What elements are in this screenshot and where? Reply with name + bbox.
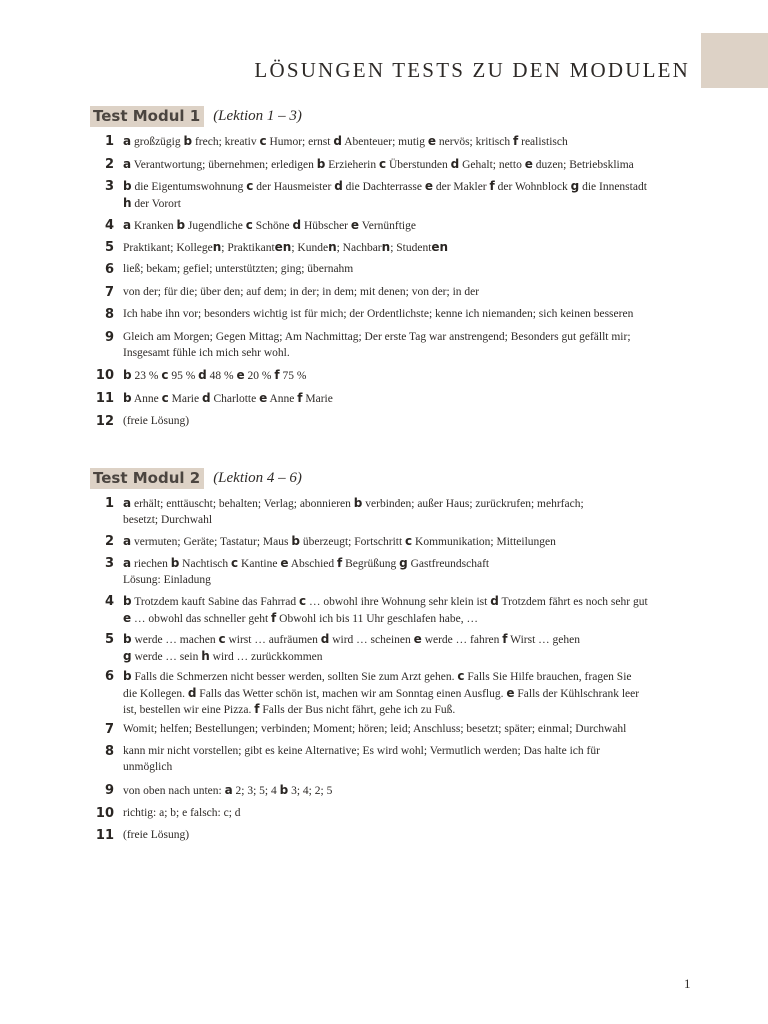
answer-text: Überstunden: [386, 159, 451, 171]
answer-key-letter: d: [450, 157, 460, 171]
answer-key-letter: d: [198, 368, 207, 382]
item-answer: [123, 179, 700, 212]
answer-key-letter: a: [224, 783, 233, 797]
answer-item: [90, 496, 700, 534]
answer-item: [90, 414, 700, 436]
answer-key-letter: f: [489, 179, 495, 193]
answer-key-letter: b: [123, 669, 132, 683]
answer-key-letter: f: [254, 702, 260, 716]
answer-key-letter: d: [292, 218, 302, 232]
answer-key-letter: d: [334, 179, 343, 193]
answer-key-letter: c: [218, 632, 226, 646]
answer-key-letter: a: [123, 534, 132, 548]
answer-text: (freie Lösung): [123, 415, 190, 427]
item-answer: [123, 632, 700, 665]
answer-text: … obwohl ihre Wohnung sehr klein ist: [306, 596, 491, 608]
answer-text: 2; 3; 5; 4: [232, 785, 280, 797]
answer-text: Begrüßung: [342, 558, 400, 570]
item-answer: [123, 218, 700, 235]
answer-text: 23 %: [131, 370, 162, 382]
corner-tab: [701, 33, 768, 88]
section-test-modul-2: [90, 467, 700, 850]
answer-text: Jugendliche: [185, 220, 246, 232]
item-answer: [123, 534, 700, 551]
item-number: 11: [95, 391, 114, 406]
answer-item: [90, 783, 700, 806]
answer-text: werde … machen: [131, 634, 219, 646]
answer-key-letter: d: [320, 632, 330, 646]
answer-text: Gleich am Morgen; Gegen Mittag; Am Nachmittag; Der erste Tag war anstrengend; Besonders gut gefällt mir; Insgesamt fühle ich mich sehr wohl.: [123, 331, 631, 359]
answer-key-letter: c: [298, 594, 307, 608]
answer-key-letter: h: [201, 648, 210, 663]
answer-text: der Vorort: [131, 197, 181, 210]
answer-text: Marie: [168, 393, 202, 405]
answer-text: Trotzdem fährt es noch sehr gut: [501, 596, 648, 608]
item-number: 6: [104, 669, 114, 684]
answer-key-letter: a: [123, 157, 132, 171]
item-number: 4: [104, 594, 114, 609]
answer-key-letter: e: [236, 368, 245, 382]
item-answer: [123, 414, 700, 430]
item-answer: [123, 722, 700, 738]
item-number: 3: [104, 179, 114, 194]
item-number: 9: [104, 783, 114, 798]
answer-key-letter: f: [502, 632, 508, 646]
answer-text: 20 %: [244, 370, 275, 382]
answer-key-letter: b: [353, 496, 363, 510]
answer-item: [90, 556, 700, 594]
answer-key-letter: en: [274, 240, 292, 254]
answer-text: duzen; Betriebsklima: [532, 159, 634, 171]
answer-text: der Hausmeister: [253, 181, 335, 193]
answer-key-letter: e: [524, 157, 533, 171]
answer-key-letter: a: [123, 218, 132, 232]
item-number: 5: [104, 632, 114, 647]
answer-text: Marie: [302, 393, 333, 405]
item-number: 12: [95, 414, 114, 429]
answer-text: Kranken: [131, 220, 177, 232]
item-number: 1: [104, 134, 114, 149]
answer-text: Nachtisch: [179, 558, 232, 570]
item-number: 8: [104, 307, 114, 322]
answer-key-letter: b: [176, 218, 186, 232]
answer-key-letter: n: [381, 240, 391, 254]
answer-text: Verantwortung; übernehmen; erledigen: [131, 159, 317, 171]
answer-item: [90, 285, 700, 307]
item-number: 5: [104, 240, 114, 255]
answer-text: vermuten; Geräte; Tastatur; Maus: [131, 536, 292, 548]
answer-text: Erzieherin: [325, 159, 379, 171]
answer-text: verbinden; außer Haus; zurückrufen; mehrfach; besetzt; Durchwahl: [123, 498, 584, 526]
answer-key-letter: h: [123, 195, 132, 210]
item-number: 10: [95, 806, 114, 821]
answer-key-letter: g: [399, 556, 408, 570]
answer-text: großzügig: [131, 136, 184, 148]
answer-text: Womit; helfen; Bestellungen; verbinden; Moment; hören; leid; Anschluss; besetzt; später; einmal; Durchwahl: [123, 723, 627, 735]
section-label: Test Modul 2: [90, 468, 204, 489]
answer-text: Abschied: [288, 558, 338, 570]
answer-item: [90, 368, 700, 391]
answer-key-letter: b: [123, 594, 132, 608]
item-answer: [123, 307, 700, 323]
answer-text: überzeugt; Fortschritt: [299, 536, 406, 548]
item-number: 3: [104, 556, 114, 571]
answer-text: Anne: [267, 393, 298, 405]
answer-key-letter: d: [333, 134, 342, 148]
answer-item: [90, 134, 700, 157]
answer-key-letter: e: [259, 391, 268, 405]
answer-text: Falls die Schmerzen nicht besser werden, sollten Sie zum Arzt gehen.: [131, 671, 458, 683]
item-answer: [123, 240, 700, 257]
answer-key-letter: e: [350, 218, 360, 232]
answer-text: ließ; bekam; gefiel; unterstützten; ging; übernahm: [123, 263, 354, 275]
answer-text: wirst … aufräumen: [225, 634, 321, 646]
answer-key-letter: n: [328, 240, 337, 254]
answer-key-letter: c: [245, 218, 253, 232]
answer-text: Trotzdem kauft Sabine das Fahrrad: [131, 596, 299, 608]
answer-item: [90, 828, 700, 850]
answer-text: Abenteuer; mutig: [341, 136, 428, 148]
answer-item: [90, 218, 700, 240]
item-number: 9: [104, 330, 114, 345]
item-answer: [123, 391, 700, 408]
answer-text: realistisch: [518, 136, 568, 148]
item-number: 11: [95, 828, 114, 843]
answer-key-letter: c: [405, 534, 413, 548]
answer-text: wird … scheinen: [329, 634, 414, 646]
item-answer: [123, 594, 700, 627]
item-number: 8: [104, 744, 114, 759]
item-answer: [123, 330, 700, 361]
answer-key-letter: e: [506, 685, 515, 700]
answer-text: 3; 4; 2; 5: [288, 785, 333, 797]
answer-text: werde … sein: [131, 650, 202, 663]
answer-text: von der; für die; über den; auf dem; in der; in dem; mit denen; von der; in der: [123, 286, 480, 298]
item-number: 6: [104, 262, 114, 277]
answer-key-letter: en: [431, 240, 449, 254]
section-test-modul-1: [90, 105, 700, 436]
answer-text: von oben nach unten:: [123, 785, 225, 797]
answer-key-letter: f: [513, 134, 519, 148]
answer-list: [90, 134, 700, 436]
answer-key-letter: e: [413, 632, 422, 646]
answer-key-letter: b: [170, 556, 180, 570]
answer-key-letter: c: [457, 669, 465, 683]
answer-text: ; Nachbar: [336, 242, 382, 254]
item-answer: [123, 134, 700, 151]
item-number: 7: [104, 285, 114, 300]
answer-text: erhält; enttäuscht; behalten; Verlag; abonnieren: [131, 498, 354, 510]
answer-item: [90, 722, 700, 744]
item-number: 10: [95, 368, 114, 383]
answer-text: Gastfreundschaft Lösung: Einladung: [123, 558, 490, 586]
answer-text: Falls das Wetter schön ist, machen wir am Sonntag einen Ausflug.: [196, 687, 507, 700]
answer-item: [90, 240, 700, 262]
answer-text: Praktikant; Kollege: [123, 242, 213, 254]
answer-key-letter: e: [424, 179, 433, 193]
answer-text: Humor; ernst: [266, 136, 334, 148]
answer-text: Falls der Bus nicht fährt, gehe ich zu Fuß.: [259, 704, 456, 716]
answer-text: ; Praktikant: [221, 242, 275, 254]
page-number: 1: [684, 976, 691, 991]
answer-key-letter: a: [123, 496, 132, 510]
answer-text: Wirst … gehen: [510, 634, 580, 646]
answer-text: Ich habe ihn vor; besonders wichtig ist für mich; der Ordentlichste; kenne ich niemanden; sich keinen besseren: [123, 308, 634, 320]
answer-key-letter: b: [123, 391, 132, 405]
answer-text: Kantine: [238, 558, 281, 570]
answer-text: nervös; kritisch: [436, 136, 513, 148]
item-answer: [123, 368, 700, 385]
answer-text: Falls der Kühlschrank leer ist, bestellen wir eine Pizza.: [123, 687, 640, 716]
item-answer: [123, 744, 700, 775]
answer-key-letter: b: [123, 179, 132, 193]
answer-text: Hübscher: [301, 220, 351, 232]
answer-key-letter: f: [271, 610, 277, 625]
answer-text: richtig: a; b; e falsch: c; d: [123, 807, 241, 819]
answer-item: [90, 534, 700, 556]
answer-text: Kommunikation; Mitteilungen: [412, 536, 556, 548]
answer-key-letter: e: [427, 134, 437, 148]
item-number: 4: [104, 218, 114, 233]
item-number: 1: [104, 496, 114, 511]
answer-key-letter: c: [161, 368, 169, 382]
answer-text: Obwohl ich bis 11 Uhr geschlafen habe, …: [276, 612, 478, 625]
answer-key-letter: f: [274, 368, 280, 382]
answer-key-letter: a: [123, 556, 132, 570]
answer-text: Gehalt; netto: [459, 159, 525, 171]
answer-key-letter: b: [123, 368, 132, 382]
answer-key-letter: n: [212, 240, 222, 254]
answer-item: [90, 307, 700, 330]
answer-key-letter: c: [259, 134, 267, 148]
answer-item: [90, 806, 700, 828]
answer-item: [90, 391, 700, 414]
answer-key-letter: c: [379, 157, 387, 171]
answer-key-letter: g: [123, 648, 132, 663]
item-answer: [123, 496, 700, 528]
answer-item: [90, 744, 700, 783]
answer-key-letter: f: [297, 391, 303, 405]
answer-text: riechen: [131, 558, 171, 570]
item-answer: [123, 556, 700, 588]
section-heading: [90, 105, 700, 127]
answer-text: der Wohnblock: [494, 181, 571, 193]
answer-key-letter: g: [570, 179, 580, 193]
answer-text: 75 %: [279, 370, 307, 382]
answer-text: kann mir nicht vorstellen; gibt es keine Alternative; Es wird wohl; Vermutlich werden; Das halte ich für unmöglich: [123, 745, 600, 773]
item-answer: [123, 262, 700, 278]
answer-text: der Makler: [432, 181, 490, 193]
answer-key-letter: a: [123, 134, 132, 148]
item-answer: [123, 285, 700, 301]
answer-text: Anne: [131, 393, 162, 405]
item-answer: [123, 783, 700, 800]
answer-list: [90, 496, 700, 850]
answer-key-letter: b: [183, 134, 193, 148]
answer-key-letter: b: [291, 534, 300, 548]
item-answer: [123, 157, 700, 174]
answer-key-letter: c: [246, 179, 254, 193]
item-number: 2: [104, 157, 114, 172]
answer-key-letter: b: [123, 632, 132, 646]
answer-text: die Eigentumswohnung: [131, 181, 247, 193]
section-subtitle: (Lektion 4 – 6): [213, 469, 302, 486]
answer-text: 48 %: [206, 370, 237, 382]
answer-text: … obwohl das schneller geht: [131, 612, 272, 625]
item-answer: [123, 828, 700, 844]
answer-key-letter: d: [201, 391, 211, 405]
answer-item: [90, 157, 700, 179]
answer-text: wird … zurückkommen: [209, 650, 323, 663]
answer-key-letter: e: [280, 556, 289, 570]
answer-key-letter: b: [279, 783, 289, 797]
answer-text: Schöne: [252, 220, 293, 232]
answer-item: [90, 179, 700, 218]
answer-item: [90, 632, 700, 669]
answer-key-letter: c: [161, 391, 169, 405]
item-answer: [123, 806, 700, 822]
answer-text: frech; kreativ: [192, 136, 260, 148]
section-heading: [90, 467, 700, 489]
answer-key-letter: d: [490, 594, 499, 608]
answer-text: die Dachterrasse: [342, 181, 425, 193]
item-number: 7: [104, 722, 114, 737]
answer-text: ; Kunde: [291, 242, 329, 254]
answer-text: Falls Sie Hilfe brauchen, fragen Sie die Kollegen.: [123, 671, 632, 700]
item-number: 2: [104, 534, 114, 549]
answer-text: werde … fahren: [421, 634, 503, 646]
answer-key-letter: e: [123, 610, 132, 625]
answer-item: [90, 594, 700, 632]
answer-item: [90, 262, 700, 285]
answer-item: [90, 669, 700, 722]
page-title: LÖSUNGEN TESTS ZU DEN MODULEN: [254, 58, 690, 82]
answer-text: 95 %: [168, 370, 199, 382]
answer-key-letter: c: [231, 556, 239, 570]
answer-key-letter: b: [316, 157, 326, 171]
answer-item: [90, 330, 700, 368]
item-answer: [123, 669, 700, 719]
answer-key-letter: d: [187, 685, 197, 700]
answer-text: Charlotte: [210, 393, 260, 405]
section-label: Test Modul 1: [90, 106, 204, 127]
section-subtitle: (Lektion 1 – 3): [213, 107, 302, 124]
answer-key-letter: f: [337, 556, 343, 570]
answer-text: die Innenstadt: [582, 181, 647, 193]
answer-text: Vernünftige: [359, 220, 416, 232]
answer-text: (freie Lösung): [123, 829, 190, 841]
answer-text: ; Student: [390, 242, 432, 254]
